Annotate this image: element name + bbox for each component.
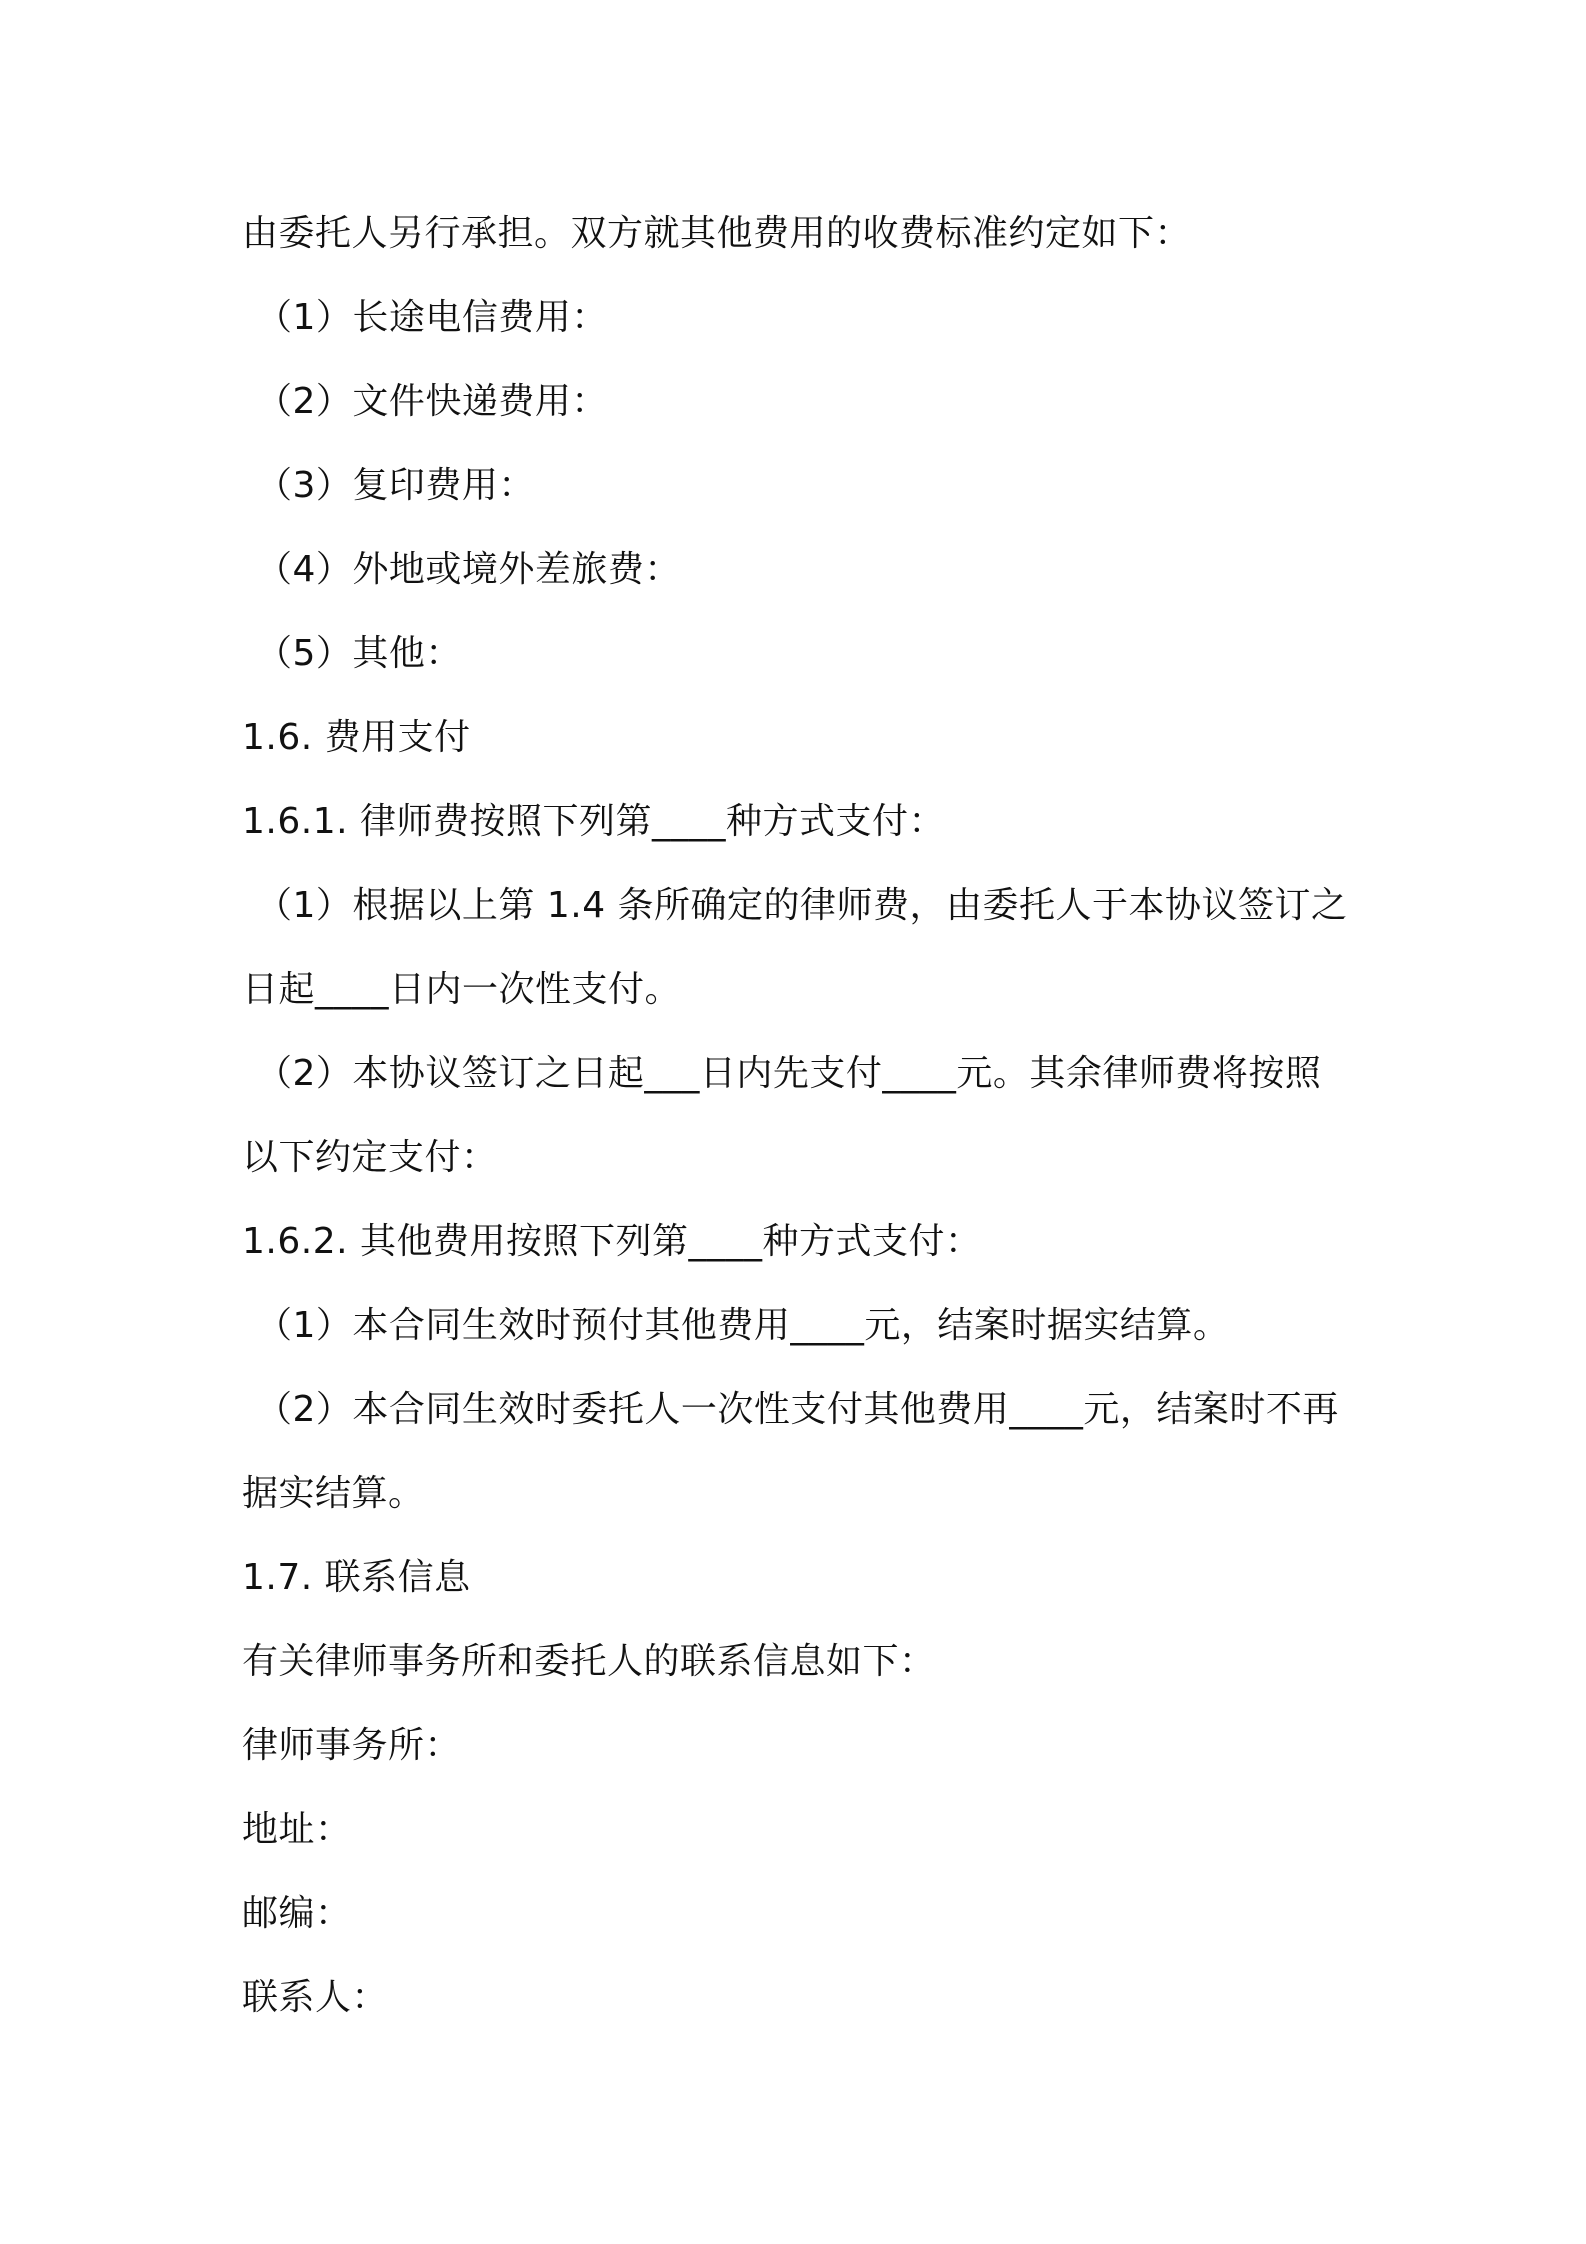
list-item: （1）长途电信费用： xyxy=(256,297,608,338)
text-line: 以下约定支付： xyxy=(242,1137,498,1178)
document-body xyxy=(242,192,1372,2040)
list-item: （5）其他： xyxy=(256,633,462,674)
list-item: （2）文件快递费用： xyxy=(256,381,608,422)
text-line: 由委托人另行承担。双方就其他费用的收费标准约定如下： xyxy=(242,213,1192,254)
section-heading: 1.6. 费用支付 xyxy=(242,717,471,758)
list-item: （2）本协议签订之日起___日内先支付____元。其余律师费将按照 xyxy=(256,1053,1322,1094)
list-item: （1）根据以上第 1.4 条所确定的律师费，由委托人于本协议签订之 xyxy=(256,885,1348,926)
text-line: 据实结算。 xyxy=(242,1473,425,1514)
field-label: 邮编： xyxy=(242,1893,352,1934)
text-line: 日起____日内一次性支付。 xyxy=(242,969,682,1010)
field-label: 律师事务所： xyxy=(242,1725,462,1766)
list-item: （2）本合同生效时委托人一次性支付其他费用____元，结案时不再 xyxy=(256,1389,1339,1430)
text-line: 有关律师事务所和委托人的联系信息如下： xyxy=(242,1641,936,1682)
section-heading: 1.7. 联系信息 xyxy=(242,1557,471,1598)
list-item: （4）外地或境外差旅费： xyxy=(256,549,681,590)
field-label: 联系人： xyxy=(242,1977,389,2018)
clause-heading: 1.6.1. 律师费按照下列第____种方式支付： xyxy=(242,801,945,842)
field-label: 地址： xyxy=(242,1809,352,1850)
clause-heading: 1.6.2. 其他费用按照下列第____种方式支付： xyxy=(242,1221,982,1262)
list-item: （1）本合同生效时预付其他费用____元，结案时据实结算。 xyxy=(256,1305,1230,1346)
list-item: （3）复印费用： xyxy=(256,465,535,506)
